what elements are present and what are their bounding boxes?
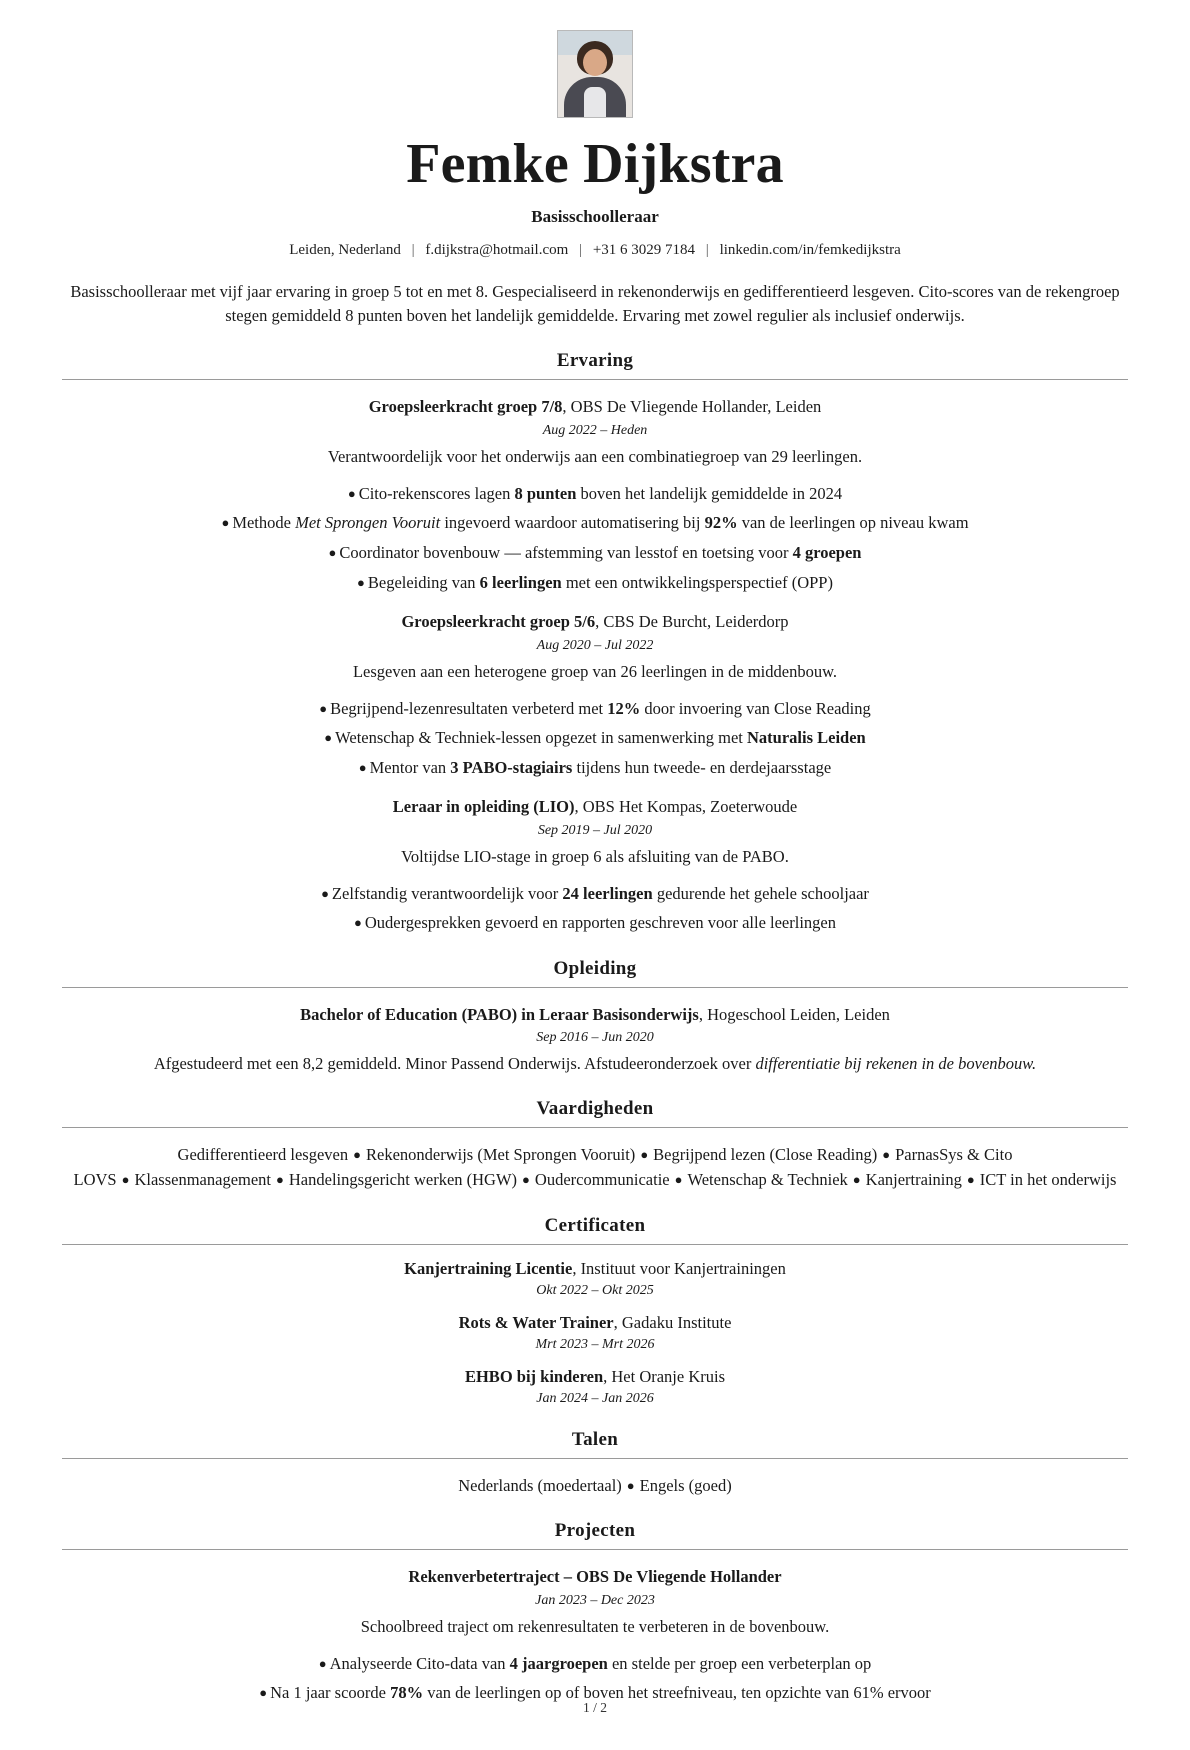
entry-description: Afgestudeerd met een 8,2 gemiddeld. Minor Passend Onderwijs. Afstudeeronderzoek over differentiatie bij rekenen in de bovenbouw. xyxy=(153,1054,1037,1074)
entry-bullets xyxy=(62,881,1128,936)
separator-dot-icon: ● xyxy=(522,1172,530,1188)
bullet-dot-icon: ● xyxy=(354,915,362,931)
separator-dot-icon: ● xyxy=(626,1477,635,1493)
section-divider xyxy=(62,1244,1128,1245)
entry-bullets xyxy=(62,1651,1128,1706)
section-title-certificates: Certificaten xyxy=(544,1214,646,1236)
separator-dot-icon: ● xyxy=(882,1146,891,1162)
entry-description: Verantwoordelijk voor het onderwijs aan een combinatiegroep van 29 leerlingen. xyxy=(327,446,863,466)
section-title-skills: Vaardigheden xyxy=(536,1097,654,1119)
education-entry xyxy=(62,1004,1128,1076)
experience-entry xyxy=(62,611,1128,683)
section-skills xyxy=(62,1098,1128,1193)
entry-date-range: Aug 2020 – Jul 2022 xyxy=(536,637,654,653)
entry-bullets xyxy=(62,696,1128,781)
experience-entry xyxy=(62,796,1128,868)
bullet-dot-icon: ● xyxy=(318,1655,327,1671)
bullet-dot-icon: ● xyxy=(259,1685,268,1701)
entry-heading xyxy=(62,1004,1128,1025)
separator-dot-icon: ● xyxy=(276,1172,284,1188)
certificate-date-range: Okt 2022 – Okt 2025 xyxy=(536,1282,654,1298)
list-item: ● Begeleiding van 6 leerlingen met een ontwikkelingsperspectief (OPP) xyxy=(357,572,833,592)
list-item: Wetenschap & Techniek xyxy=(687,1170,848,1190)
bullet-dot-icon: ● xyxy=(357,574,365,590)
entry-degree: Bachelor of Education (PABO) in Leraar Basisonderwijs xyxy=(300,1004,699,1024)
entry-role: Groepsleerkracht groep 5/6 xyxy=(401,612,596,632)
list-item: ● Cito-rekenscores lagen 8 punten boven het landelijk gemiddelde in 2024 xyxy=(347,483,843,503)
section-divider xyxy=(62,1549,1128,1550)
entry-date-range: Aug 2022 – Heden xyxy=(542,422,648,438)
list-item: Nederlands (moedertaal) xyxy=(458,1475,622,1495)
contact-location: Leiden, Nederland xyxy=(289,242,401,259)
contact-linkedin[interactable]: linkedin.com/in/femkedijkstra xyxy=(719,242,901,259)
section-title-languages: Talen xyxy=(571,1428,619,1450)
certificate-issuer: , Instituut voor Kanjertrainingen xyxy=(572,1258,786,1278)
entry-heading xyxy=(62,396,1128,417)
entry-heading xyxy=(62,796,1128,817)
list-item: ● Coordinator bovenbouw — afstemming van lesstof en toetsing voor 4 groepen xyxy=(328,542,862,562)
list-item: Kanjertraining xyxy=(865,1170,962,1190)
entry-heading xyxy=(62,1566,1128,1587)
separator-dot-icon: ● xyxy=(674,1172,683,1188)
entry-description: Voltijdse LIO-stage in groep 6 als afsluiting van de PABO. xyxy=(401,846,789,866)
list-item: Handelingsgericht werken (HGW) xyxy=(288,1170,518,1190)
bullet-dot-icon: ● xyxy=(347,485,356,501)
project-entry xyxy=(62,1566,1128,1638)
avatar-face-shape xyxy=(583,49,607,76)
separator-dot-icon: ● xyxy=(966,1172,975,1188)
section-certificates xyxy=(62,1215,1128,1407)
list-item: ● Wetenschap & Techniek-lessen opgezet in samenwerking met Naturalis Leiden xyxy=(324,728,866,748)
section-divider xyxy=(62,987,1128,988)
skills-list xyxy=(62,1142,1128,1193)
entry-heading xyxy=(62,611,1128,632)
entry-description: Lesgeven aan een heterogene groep van 26 leerlingen in de middenbouw. xyxy=(352,661,838,681)
entry-date-range: Sep 2016 – Jun 2020 xyxy=(536,1030,654,1046)
entry-description: Schoolbreed traject om rekenresultaten te verbeteren in de bovenbouw. xyxy=(360,1616,830,1636)
education-entries xyxy=(62,1004,1128,1076)
certificate-name: EHBO bij kinderen xyxy=(464,1366,604,1386)
bullet-dot-icon: ● xyxy=(221,515,230,531)
separator-dot-icon: ● xyxy=(121,1172,130,1188)
profile-photo-wrapper xyxy=(62,30,1128,118)
contact-separator-1: | xyxy=(411,242,415,259)
list-item: Begrijpend lezen (Close Reading) xyxy=(653,1144,878,1164)
entry-date-range: Sep 2019 – Jul 2020 xyxy=(537,822,653,838)
certificate-name: Kanjertraining Licentie xyxy=(404,1258,573,1278)
separator-dot-icon: ● xyxy=(640,1146,649,1162)
bullet-dot-icon: ● xyxy=(324,730,333,746)
certificate-date-range: Mrt 2023 – Mrt 2026 xyxy=(535,1336,655,1352)
list-item: ● Mentor van 3 PABO-stagiairs tijdens hun tweede- en derdejaarsstage xyxy=(358,757,832,777)
experience-entry xyxy=(62,396,1128,468)
certificate-entry xyxy=(62,1367,1128,1407)
certificate-entry xyxy=(62,1313,1128,1353)
bullet-dot-icon: ● xyxy=(328,544,337,560)
section-title-projects: Projecten xyxy=(554,1520,636,1542)
section-title-education: Opleiding xyxy=(553,957,637,979)
avatar xyxy=(557,30,633,118)
bullet-dot-icon: ● xyxy=(319,700,328,716)
certificate-date-range: Jan 2024 – Jan 2026 xyxy=(536,1390,654,1406)
entry-organisation: , OBS De Vliegende Hollander, Leiden xyxy=(562,397,822,417)
contact-phone[interactable]: +31 6 3029 7184 xyxy=(592,242,696,259)
list-item: ● Oudergesprekken gevoerd en rapporten geschreven voor alle leerlingen xyxy=(354,913,836,933)
section-divider xyxy=(62,379,1128,380)
contact-email[interactable]: f.dijkstra@hotmail.com xyxy=(425,242,569,259)
project-name: Rekenverbetertraject – OBS De Vliegende Hollander xyxy=(408,1567,782,1587)
list-item: ICT in het onderwijs xyxy=(979,1170,1117,1190)
certificate-heading xyxy=(62,1259,1128,1279)
certificate-heading xyxy=(62,1313,1128,1333)
list-item: Klassenmanagement xyxy=(134,1170,272,1190)
section-projects xyxy=(62,1520,1128,1706)
languages-list xyxy=(62,1473,1128,1499)
page-footer xyxy=(0,1700,1190,1716)
entry-organisation: , OBS Het Kompas, Zoeterwoude xyxy=(574,797,798,817)
certificate-issuer: , Gadaku Institute xyxy=(613,1312,732,1332)
section-experience xyxy=(62,350,1128,936)
section-languages xyxy=(62,1429,1128,1499)
job-headline: Basisschoolleraar xyxy=(531,207,659,227)
entry-organisation: , CBS De Burcht, Leiderdorp xyxy=(595,612,789,632)
page-indicator: 1 / 2 xyxy=(582,1699,607,1715)
certificate-name: Rots & Water Trainer xyxy=(458,1312,614,1332)
separator-dot-icon: ● xyxy=(353,1146,361,1162)
list-item: ParnasSys & Cito LOVS xyxy=(73,1144,1013,1190)
entry-organisation: , Hogeschool Leiden, Leiden xyxy=(698,1004,890,1024)
entry-role: Leraar in opleiding (LIO) xyxy=(392,797,575,817)
section-title-experience: Ervaring xyxy=(556,350,634,372)
section-education xyxy=(62,958,1128,1076)
separator-dot-icon: ● xyxy=(852,1172,861,1188)
contact-line xyxy=(62,242,1128,259)
bullet-dot-icon: ● xyxy=(358,759,367,775)
project-entries xyxy=(62,1566,1128,1706)
list-item: ● Begrijpend-lezenresultaten verbeterd met 12% door invoering van Close Reading xyxy=(319,698,871,718)
list-item: Engels (goed) xyxy=(639,1475,732,1495)
certificate-entries xyxy=(62,1259,1128,1407)
profile-summary: Basisschoolleraar met vijf jaar ervaring in groep 5 tot en met 8. Gespecialiseerd in rekenonderwijs en gedifferentieerd lesgeven. Cito-scores van de rekengroep stegen gemiddeld 8 punten boven het landelijk gemiddelde. Ervaring met zowel regulier als inclusief onderwijs. xyxy=(70,282,1120,326)
list-item: Rekenonderwijs (Met Sprongen Vooruit) xyxy=(365,1144,636,1164)
contact-separator-3: | xyxy=(705,242,709,259)
entry-bullets xyxy=(62,481,1128,595)
certificate-entry xyxy=(62,1259,1128,1299)
certificate-issuer: , Het Oranje Kruis xyxy=(603,1366,726,1386)
entry-date-range: Jan 2023 – Dec 2023 xyxy=(535,1592,655,1608)
list-item: Oudercommunicatie xyxy=(534,1170,670,1190)
entry-role: Groepsleerkracht groep 7/8 xyxy=(368,397,563,417)
list-item: ● Na 1 jaar scoorde 78% van de leerlingen op of boven het streefniveau, ten opzichte van 61% ervoor xyxy=(259,1683,931,1703)
contact-separator-2: | xyxy=(579,242,583,259)
section-divider xyxy=(62,1127,1128,1128)
certificate-heading xyxy=(62,1367,1128,1387)
list-item: ● Methode Met Sprongen Vooruit ingevoerd waardoor automatisering bij 92% van de leerlingen op niveau kwam xyxy=(221,513,969,533)
list-item: ● Zelfstandig verantwoordelijk voor 24 leerlingen gedurende het gehele schooljaar xyxy=(321,883,869,903)
page-title: Femke Dijkstra xyxy=(406,133,784,195)
bullet-dot-icon: ● xyxy=(321,885,329,901)
avatar-shirt-shape xyxy=(584,87,606,117)
section-divider xyxy=(62,1458,1128,1459)
experience-entries xyxy=(62,396,1128,936)
list-item: Gedifferentieerd lesgeven xyxy=(177,1144,349,1164)
list-item: ● Analyseerde Cito-data van 4 jaargroepen en stelde per groep een verbeterplan op xyxy=(318,1653,872,1673)
